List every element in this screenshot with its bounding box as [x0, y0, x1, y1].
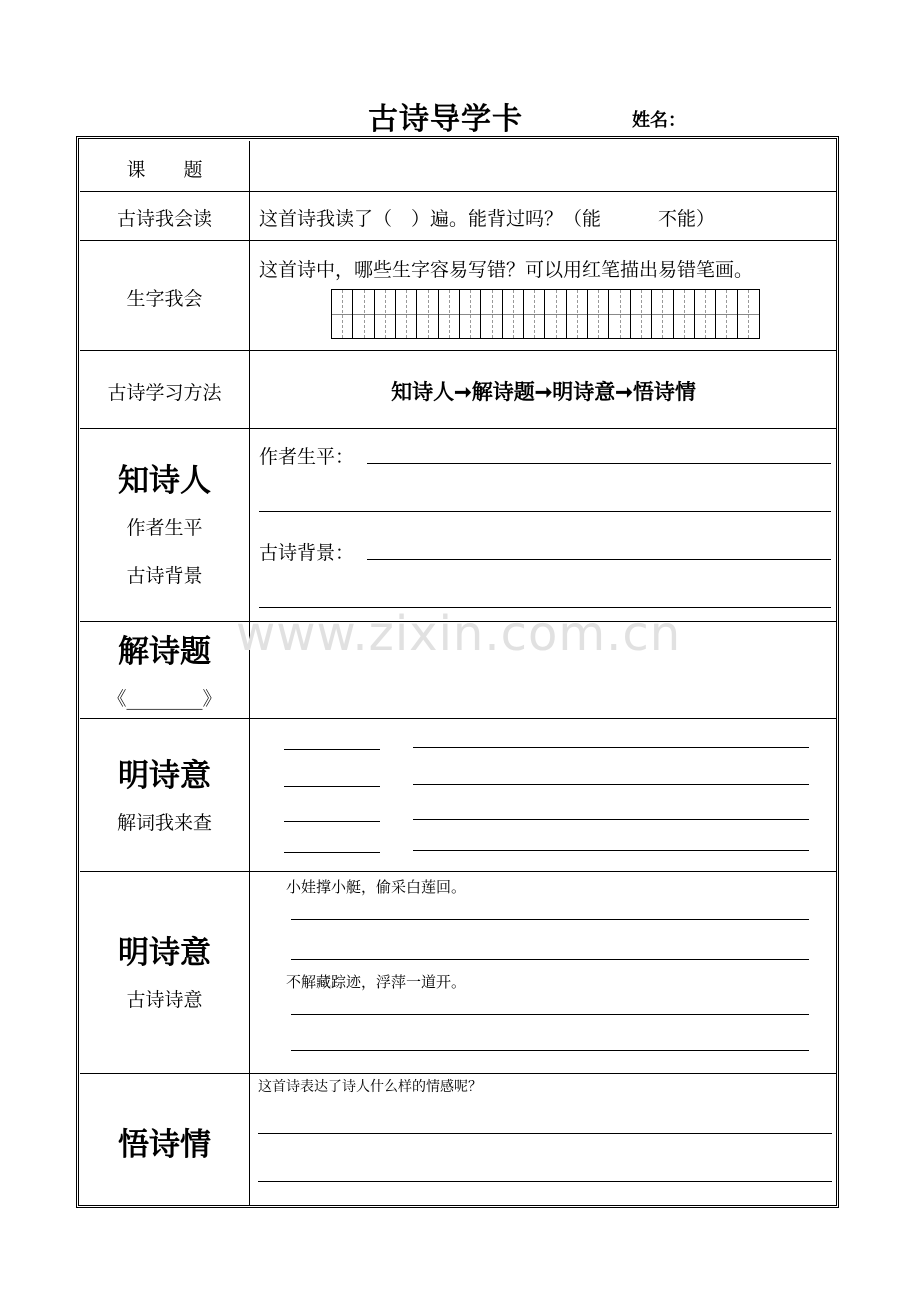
poet-title: 知诗人 — [118, 463, 211, 499]
chars-prompt: 这首诗中，哪些生字容易写错？可以用红笔描出易错笔画。 — [259, 259, 754, 281]
grid-square — [652, 290, 673, 338]
grid-square — [738, 290, 759, 338]
answer-line[interactable] — [258, 1181, 832, 1182]
column-divider — [249, 141, 250, 1206]
grid-square — [588, 290, 609, 338]
words-sub: 解词我来查 — [116, 812, 212, 834]
words-title: 明诗意 — [118, 758, 211, 794]
meaning-line[interactable] — [413, 850, 809, 851]
poem-background-label: 古诗背景： — [259, 542, 355, 564]
poet-life-label: 作者生平： — [259, 446, 355, 468]
answer-line[interactable] — [291, 1050, 809, 1051]
poet-sub-background: 古诗背景 — [126, 565, 203, 587]
poem-line-1: 小娃撑小艇，偷采白莲回。 — [286, 878, 467, 896]
grid-square — [396, 290, 417, 338]
topic-field[interactable] — [251, 142, 836, 190]
chars-label: 生字我会 — [126, 288, 203, 310]
grid-square — [609, 290, 630, 338]
grid-square — [695, 290, 716, 338]
read-prompt: 这首诗我读了（ ）遍。能背过吗？（能 不能） — [259, 208, 716, 230]
row-divider — [80, 350, 837, 351]
row-divider — [80, 240, 837, 241]
grid-square — [674, 290, 695, 338]
meaning-sub: 古诗诗意 — [126, 989, 203, 1011]
grid-square — [439, 290, 460, 338]
grid-square — [417, 290, 438, 338]
topic-label: 课 题 — [126, 159, 203, 181]
method-label: 古诗学习方法 — [107, 382, 222, 404]
grid-square — [524, 290, 545, 338]
watermark: www.zixin.com.cn — [236, 606, 682, 662]
meaning-line[interactable] — [413, 784, 809, 785]
name-label: 姓名： — [632, 110, 686, 131]
writing-grid[interactable] — [331, 289, 760, 339]
grid-square — [332, 290, 353, 338]
method-text: 知诗人➞解诗题➞明诗意➞悟诗情 — [391, 379, 696, 404]
poem-line-2: 不解藏踪迹，浮萍一道开。 — [286, 973, 467, 991]
meaning-line[interactable] — [413, 747, 809, 748]
answer-line[interactable] — [291, 919, 809, 920]
grid-square — [375, 290, 396, 338]
poem-title-heading: 解诗题 — [118, 634, 211, 670]
emotion-question: 这首诗表达了诗人什么样的情感呢？ — [258, 1079, 482, 1095]
row-divider — [80, 871, 837, 872]
poet-sub-life: 作者生平 — [126, 517, 203, 539]
word-line[interactable] — [284, 786, 380, 787]
page-title: 古诗导学卡 — [368, 102, 523, 137]
read-label: 古诗我会读 — [116, 208, 212, 230]
word-line[interactable] — [284, 749, 380, 750]
row-divider — [80, 428, 837, 429]
grid-square — [481, 290, 502, 338]
answer-line[interactable] — [367, 559, 831, 560]
row-divider — [80, 1073, 837, 1074]
grid-square — [503, 290, 524, 338]
grid-square — [716, 290, 737, 338]
poem-title-blank: 《________》 — [107, 688, 222, 710]
grid-square — [460, 290, 481, 338]
row-divider — [80, 191, 837, 192]
grid-square — [631, 290, 652, 338]
answer-line[interactable] — [291, 1014, 809, 1015]
answer-line[interactable] — [367, 463, 831, 464]
answer-line[interactable] — [259, 511, 831, 512]
word-line[interactable] — [284, 821, 380, 822]
grid-square — [353, 290, 374, 338]
row-divider — [80, 718, 837, 719]
emotion-title: 悟诗情 — [118, 1127, 211, 1163]
grid-square — [545, 290, 566, 338]
answer-line[interactable] — [258, 1133, 832, 1134]
meaning-line[interactable] — [413, 819, 809, 820]
answer-line[interactable] — [291, 959, 809, 960]
meaning-title: 明诗意 — [118, 935, 211, 971]
word-line[interactable] — [284, 852, 380, 853]
grid-square — [567, 290, 588, 338]
